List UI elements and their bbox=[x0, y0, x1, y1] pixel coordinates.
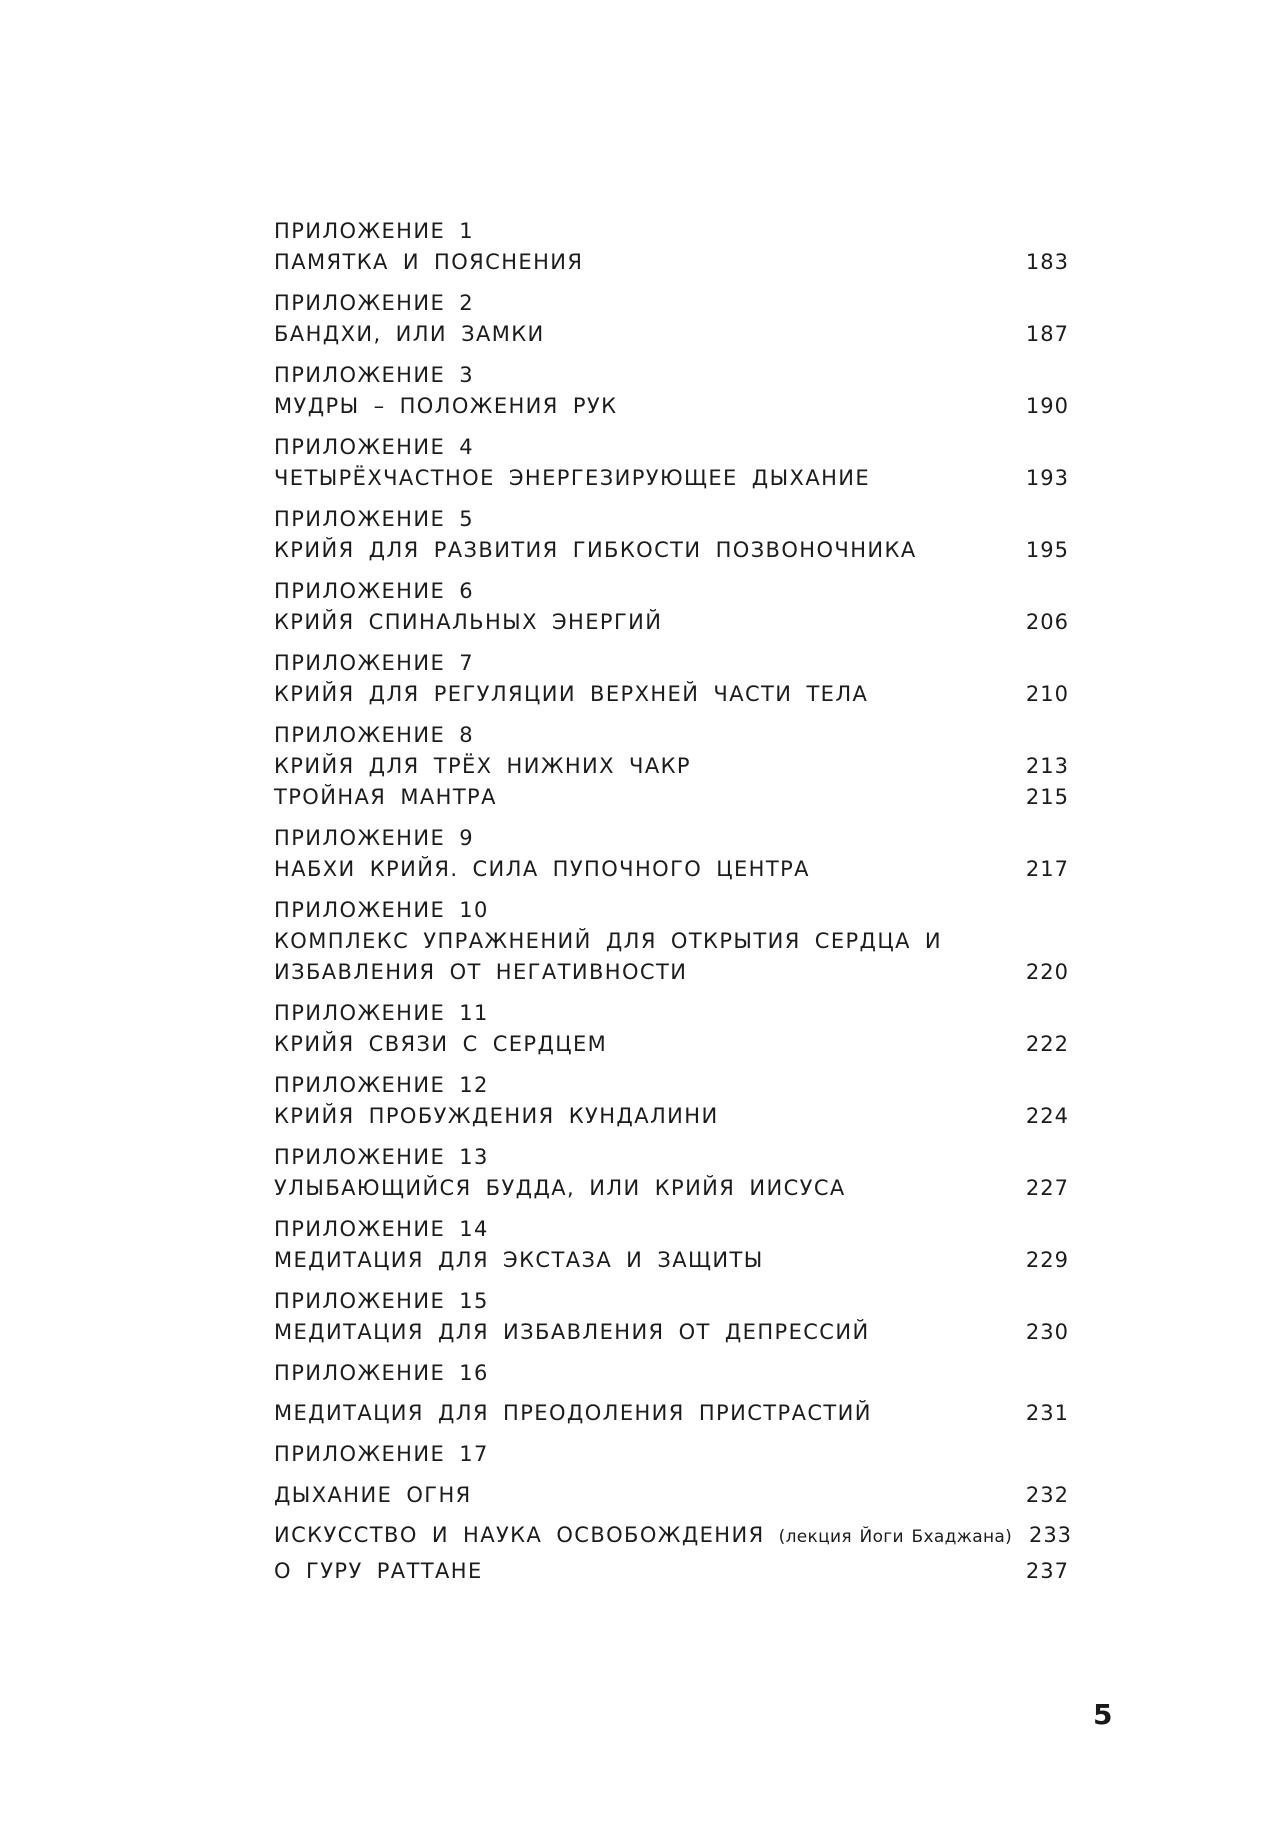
toc-entry-title: МУДРЫ – ПОЛОЖЕНИЯ РУК bbox=[274, 394, 618, 418]
toc-entry[interactable] bbox=[274, 1104, 1069, 1145]
toc-page-number: 215 bbox=[1025, 785, 1069, 809]
table-of-contents bbox=[274, 219, 1073, 1590]
toc-entry-title: ИСКУССТВО И НАУКА ОСВОБОЖДЕНИЯ bbox=[274, 1523, 765, 1547]
toc-heading bbox=[274, 723, 1069, 754]
toc-page-number: 193 bbox=[1025, 466, 1069, 490]
toc-entry[interactable] bbox=[274, 1401, 1069, 1442]
toc-entry[interactable] bbox=[274, 754, 1069, 785]
toc-heading-text: ПРИЛОЖЕНИЕ 8 bbox=[274, 723, 474, 747]
toc-entry-title: МЕДИТАЦИЯ ДЛЯ ЭКСТАЗА И ЗАЩИТЫ bbox=[274, 1248, 764, 1272]
toc-entry-title: КРИЙЯ СПИНАЛЬНЫХ ЭНЕРГИЙ bbox=[274, 610, 663, 634]
toc-entry-title: ИЗБАВЛЕНИЯ ОТ НЕГАТИВНОСТИ bbox=[274, 960, 688, 984]
toc-entry-title: БАНДХИ, ИЛИ ЗАМКИ bbox=[274, 322, 545, 346]
toc-page-number: 222 bbox=[1025, 1032, 1069, 1056]
toc-heading-text: ПРИЛОЖЕНИЕ 12 bbox=[274, 1073, 489, 1097]
toc-page-number: 237 bbox=[1025, 1559, 1069, 1583]
toc-entry[interactable] bbox=[274, 929, 1069, 960]
toc-entry[interactable] bbox=[274, 538, 1069, 579]
toc-entry-title: УЛЫБАЮЩИЙСЯ БУДДА, ИЛИ КРИЙЯ ИИСУСА bbox=[274, 1176, 846, 1200]
toc-entry[interactable] bbox=[274, 322, 1069, 363]
toc-entry-title: МЕДИТАЦИЯ ДЛЯ ПРЕОДОЛЕНИЯ ПРИСТРАСТИЙ bbox=[274, 1401, 872, 1425]
toc-page-number: 187 bbox=[1025, 322, 1069, 346]
toc-heading bbox=[274, 435, 1069, 466]
toc-entry[interactable] bbox=[274, 250, 1069, 291]
toc-page-number: 213 bbox=[1025, 754, 1069, 778]
toc-heading-text: ПРИЛОЖЕНИЕ 9 bbox=[274, 826, 474, 850]
toc-page-number: 232 bbox=[1025, 1483, 1069, 1507]
toc-page-number: 183 bbox=[1025, 250, 1069, 274]
toc-heading-text: ПРИЛОЖЕНИЕ 7 bbox=[274, 651, 474, 675]
toc-entry-title: ЧЕТЫРЁХЧАСТНОЕ ЭНЕРГЕЗИРУЮЩЕЕ ДЫХАНИЕ bbox=[274, 466, 871, 490]
toc-entry[interactable] bbox=[274, 394, 1069, 435]
toc-heading bbox=[274, 826, 1069, 857]
toc-page-number: 195 bbox=[1025, 538, 1069, 562]
footer-page-number: 5 bbox=[1093, 1698, 1113, 1731]
toc-entry[interactable] bbox=[274, 682, 1069, 723]
toc-entry[interactable] bbox=[274, 960, 1069, 1001]
toc-entry-note: (лекция Йоги Бхаджана) bbox=[778, 1527, 1013, 1547]
toc-heading bbox=[274, 651, 1069, 682]
toc-heading bbox=[274, 1001, 1069, 1032]
toc-heading bbox=[274, 363, 1069, 394]
toc-heading-text: ПРИЛОЖЕНИЕ 15 bbox=[274, 1289, 489, 1313]
toc-heading-text: ПРИЛОЖЕНИЕ 11 bbox=[274, 1001, 489, 1025]
toc-entry-title: ТРОЙНАЯ МАНТРА bbox=[274, 785, 497, 809]
toc-page-number: 230 bbox=[1025, 1320, 1069, 1344]
toc-entry-title: ДЫХАНИЕ ОГНЯ bbox=[274, 1483, 472, 1507]
toc-entry-title: О ГУРУ РАТТАНЕ bbox=[274, 1559, 483, 1583]
toc-entry[interactable] bbox=[274, 785, 1069, 826]
toc-heading-text: ПРИЛОЖЕНИЕ 16 bbox=[274, 1361, 489, 1385]
toc-heading bbox=[274, 1217, 1069, 1248]
toc-heading bbox=[274, 1289, 1069, 1320]
toc-heading-text: ПРИЛОЖЕНИЕ 1 bbox=[274, 219, 474, 243]
toc-page-number: 190 bbox=[1025, 394, 1069, 418]
toc-entry[interactable] bbox=[274, 1320, 1069, 1361]
toc-page-number: 229 bbox=[1025, 1248, 1069, 1272]
toc-entry[interactable] bbox=[274, 1032, 1069, 1073]
toc-page-number: 210 bbox=[1025, 682, 1069, 706]
toc-entry[interactable] bbox=[274, 1176, 1069, 1217]
toc-entry-title: НАБХИ КРИЙЯ. СИЛА ПУПОЧНОГО ЦЕНТРА bbox=[274, 857, 810, 881]
toc-heading-text: ПРИЛОЖЕНИЕ 4 bbox=[274, 435, 474, 459]
toc-heading bbox=[274, 507, 1069, 538]
toc-heading bbox=[274, 898, 1069, 929]
toc-heading bbox=[274, 291, 1069, 322]
toc-entry[interactable] bbox=[274, 1559, 1069, 1590]
toc-heading bbox=[274, 1073, 1069, 1104]
toc-entry-title: КРИЙЯ ДЛЯ РАЗВИТИЯ ГИБКОСТИ ПОЗВОНОЧНИКА bbox=[274, 538, 917, 562]
toc-entry-title-group bbox=[274, 1523, 1012, 1547]
toc-entry[interactable] bbox=[274, 1523, 1073, 1559]
toc-entry-title: КРИЙЯ ПРОБУЖДЕНИЯ КУНДАЛИНИ bbox=[274, 1104, 719, 1128]
toc-heading-text: ПРИЛОЖЕНИЕ 10 bbox=[274, 898, 489, 922]
toc-entry[interactable] bbox=[274, 1248, 1069, 1289]
toc-page-number: 231 bbox=[1025, 1401, 1069, 1425]
toc-entry-title: ПАМЯТКА И ПОЯСНЕНИЯ bbox=[274, 250, 584, 274]
toc-page-number: 233 bbox=[1028, 1523, 1073, 1547]
toc-entry-title: КОМПЛЕКС УПРАЖНЕНИЙ ДЛЯ ОТКРЫТИЯ СЕРДЦА И bbox=[274, 929, 943, 953]
toc-page-number: 224 bbox=[1025, 1104, 1069, 1128]
toc-entry-title: МЕДИТАЦИЯ ДЛЯ ИЗБАВЛЕНИЯ ОТ ДЕПРЕССИЙ bbox=[274, 1320, 870, 1344]
toc-heading bbox=[274, 1442, 1069, 1483]
toc-heading-text: ПРИЛОЖЕНИЕ 14 bbox=[274, 1217, 489, 1241]
toc-heading bbox=[274, 219, 1069, 250]
toc-entry[interactable] bbox=[274, 857, 1069, 898]
toc-heading-text: ПРИЛОЖЕНИЕ 3 bbox=[274, 363, 474, 387]
toc-heading-text: ПРИЛОЖЕНИЕ 13 bbox=[274, 1145, 489, 1169]
toc-entry-title: КРИЙЯ СВЯЗИ С СЕРДЦЕМ bbox=[274, 1032, 608, 1056]
toc-heading-text: ПРИЛОЖЕНИЕ 17 bbox=[274, 1442, 489, 1466]
toc-entry[interactable] bbox=[274, 610, 1069, 651]
toc-heading bbox=[274, 579, 1069, 610]
toc-page-number: 217 bbox=[1025, 857, 1069, 881]
toc-heading-text: ПРИЛОЖЕНИЕ 6 bbox=[274, 579, 474, 603]
toc-page-number: 220 bbox=[1025, 960, 1069, 984]
toc-entry-title: КРИЙЯ ДЛЯ ТРЁХ НИЖНИХ ЧАКР bbox=[274, 754, 691, 778]
toc-page-number: 227 bbox=[1025, 1176, 1069, 1200]
toc-entry[interactable] bbox=[274, 466, 1069, 507]
toc-page-number: 206 bbox=[1025, 610, 1069, 634]
toc-heading-text: ПРИЛОЖЕНИЕ 5 bbox=[274, 507, 474, 531]
toc-heading bbox=[274, 1361, 1069, 1401]
toc-entry-title: КРИЙЯ ДЛЯ РЕГУЛЯЦИИ ВЕРХНЕЙ ЧАСТИ ТЕЛА bbox=[274, 682, 869, 706]
toc-entry[interactable] bbox=[274, 1483, 1069, 1523]
toc-heading bbox=[274, 1145, 1069, 1176]
toc-heading-text: ПРИЛОЖЕНИЕ 2 bbox=[274, 291, 474, 315]
